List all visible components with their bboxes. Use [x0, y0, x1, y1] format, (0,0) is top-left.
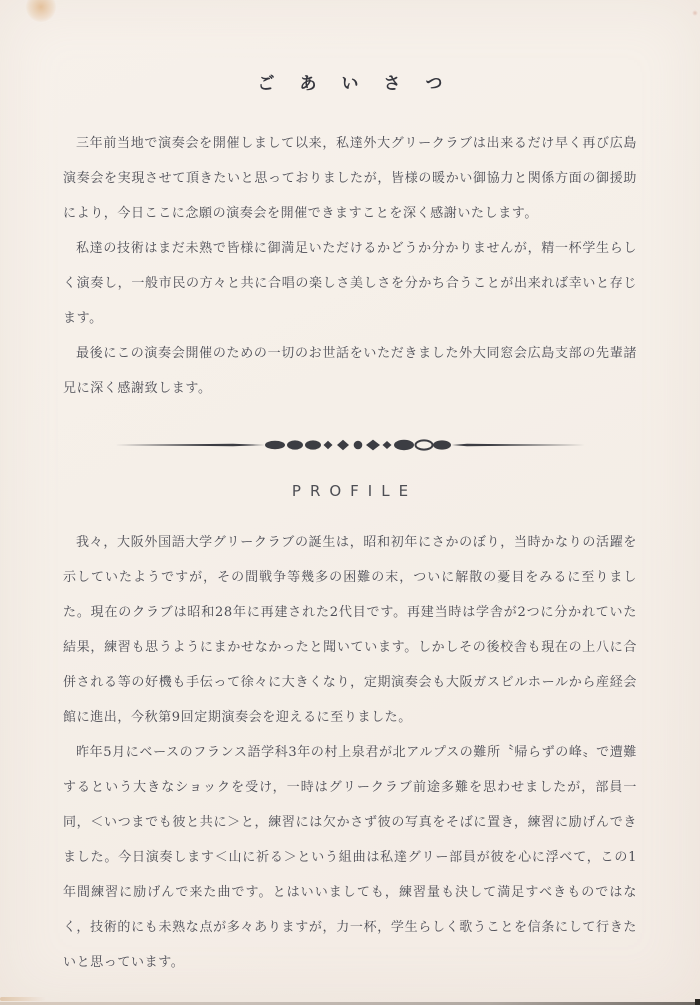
profile-paragraph: 昨年5月にベースのフランス語学科3年の村上泉君が北アルプスの難所〝帰らずの峰〟で遭難するという大きなショックを受け，一時はグリークラブ前途多難を思わせましたが，部員一同，＜いつまでも彼と共に＞と，練習には欠かさず彼の写真をそばに置き，練習に励げんできました。今日演奏します＜山に祈る＞という組曲は私達グリー部員が彼を心に浮べて，この1年間練習に励げんで来た曲です。とはいいましても，練習量も決して満足すべきものではなく，技術的にも未熟な点が多々ありますが，力一杯，学生らしく歌うことを信条にして行きたいと思っています。: [63, 745, 637, 970]
profile-section: [63, 525, 637, 980]
greeting-paragraph: 私達の技術はまだ未熟で皆様に御満足いただけるかどうか分かりませんが，精一杯学生らしく演奏し，一般市民の方々と共に合唱の楽しさ美しさを分かち合うことが出来れば幸いと存じます。: [63, 241, 637, 326]
greeting-paragraph: 三年前当地で演奏会を開催しまして以来，私達外大グリークラブは出来るだけ早く再び広島演奏会を実現させて頂きたいと思っておりましたが，皆様の暖かい御協力と関係方面の御援助により，今日ここに念願の演奏会を開催できますことを深く感謝いたします。: [63, 136, 637, 221]
paper-stain-right-edge: [692, 10, 698, 16]
page-title: ごあいさつ: [257, 74, 468, 94]
scan-edge-corner: [695, 999, 700, 1005]
section-divider: [0, 438, 700, 452]
greeting-paragraph: 最後にこの演奏会開催のための一切のお世話をいただきました外大同窓会広島支部の先輩諸兄に深く感謝致します。: [63, 346, 637, 396]
paper-stain-bottom-left: [0, 997, 46, 1001]
profile-title: PROFILE: [291, 482, 418, 500]
greeting-section: [63, 126, 637, 406]
profile-paragraph: 我々，大阪外国語大学グリークラブの誕生は，昭和初年にさかのぼり，当時かなりの活躍を示していたようですが，その間戦争等幾多の困難の末，ついに解散の憂目をみるに至りました。現在のクラブは昭和28年に再建された2代目です。再建当時は学舎が2つに分かれていた結果，練習も思うようにまかせなかったと聞いています。しかしその後校舎も現在の上八に合併される等の好機も手伝って徐々に大きくなり，定期演奏会も大阪ガスビルホールから産経会館に進出，今秋第9回定期演奏会を迎えるに至りました。: [63, 535, 637, 725]
ornament-divider-icon: [115, 438, 585, 452]
